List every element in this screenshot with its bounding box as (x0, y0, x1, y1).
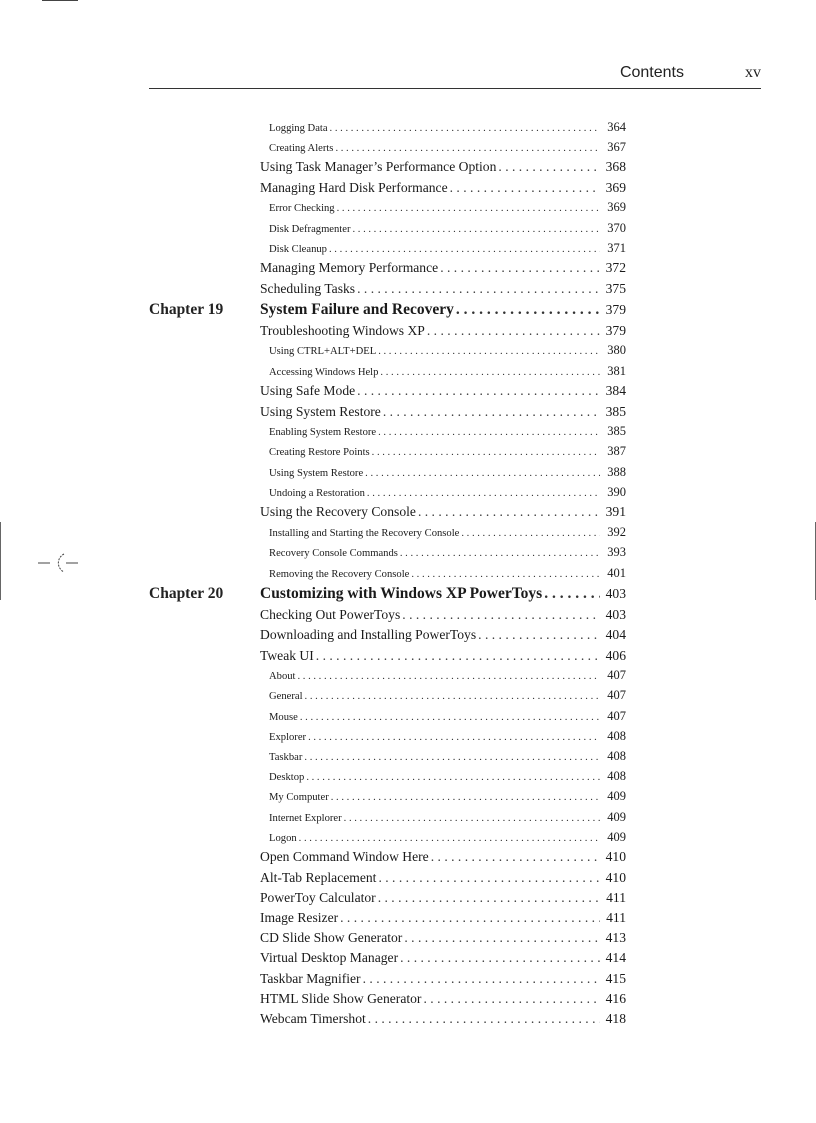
toc-entry-line (260, 1011, 626, 1027)
entry-page-number: 371 (607, 240, 626, 255)
entry-page-number: 411 (606, 910, 626, 926)
entry-title: Using CTRL+ALT+DEL (269, 346, 377, 358)
entry-title: Checking Out PowerToys (260, 607, 401, 623)
toc-entry (0, 482, 816, 502)
dot-leader (440, 260, 600, 276)
entry-title: System Failure and Recovery (260, 300, 454, 318)
entry-page-number: 392 (607, 525, 626, 540)
toc-entry-line (260, 404, 626, 420)
entry-title: Alt-Tab Replacement (260, 869, 377, 885)
toc-entry-line (260, 910, 626, 926)
toc-entry (0, 238, 816, 258)
entry-page-number: 364 (607, 119, 626, 134)
entry-title: Using Safe Mode (260, 383, 356, 399)
toc-entry (0, 279, 816, 299)
toc-entry (0, 726, 816, 746)
toc-entry (0, 563, 816, 583)
toc-entry-line (269, 729, 626, 744)
dot-leader (411, 569, 600, 580)
entry-title: Image Resizer (260, 910, 339, 926)
dot-leader (340, 910, 600, 926)
dot-leader (304, 752, 600, 763)
toc-entry (0, 787, 816, 807)
entry-page-number: 403 (605, 607, 626, 623)
toc-entry-line (260, 159, 626, 175)
dot-leader (329, 244, 600, 255)
dot-leader (400, 548, 600, 559)
toc-entry (0, 625, 816, 645)
toc-entry (0, 543, 816, 563)
entry-title: Using System Restore (260, 403, 381, 419)
entry-title: Creating Alerts (269, 142, 334, 154)
dot-leader (378, 346, 600, 357)
toc-entry-line (269, 668, 626, 683)
entry-page-number: 410 (605, 849, 626, 865)
toc-entry (0, 767, 816, 787)
toc-entry-line (269, 424, 626, 439)
entry-title: Undoing a Restoration (269, 487, 365, 499)
toc-entry (0, 178, 816, 198)
entry-page-number: 409 (607, 809, 626, 824)
chapter-row (0, 299, 816, 321)
dot-leader (297, 671, 600, 682)
entry-page-number: 387 (607, 444, 626, 459)
dot-leader (305, 691, 600, 702)
dot-leader (378, 870, 600, 886)
toc-entry (0, 422, 816, 442)
toc-entry (0, 888, 816, 908)
dot-leader (306, 772, 600, 783)
dot-leader (299, 833, 600, 844)
toc-entry-line (269, 566, 626, 581)
entry-page-number: 418 (605, 1010, 626, 1026)
entry-page-number: 414 (605, 950, 626, 966)
toc-entry (0, 198, 816, 218)
header-page-number: xv (745, 64, 761, 81)
toc-entry-line (269, 485, 626, 500)
entry-title: Customizing with Windows XP PowerToys (260, 585, 543, 603)
entry-title: Disk Defragmenter (269, 223, 351, 235)
dot-leader (400, 950, 600, 966)
toc-entry (0, 928, 816, 948)
toc-entry-line (269, 688, 626, 703)
dot-leader (478, 627, 600, 643)
dot-leader (378, 427, 600, 438)
entry-page-number: 367 (607, 139, 626, 154)
header-rule (149, 88, 761, 89)
entry-title: Open Command Window Here (260, 849, 429, 865)
header-title: Contents (619, 64, 684, 81)
dot-leader (352, 224, 600, 235)
entry-page-number: 369 (607, 200, 626, 215)
toc-entry-line (269, 749, 626, 764)
toc-entry (0, 381, 816, 401)
toc-entry (0, 117, 816, 137)
toc-entry-line (269, 545, 626, 560)
entry-page-number: 408 (607, 769, 626, 784)
entry-title: Downloading and Installing PowerToys (260, 627, 477, 643)
entry-page-number: 393 (607, 545, 626, 560)
dot-leader (427, 323, 600, 339)
entry-page-number: 408 (607, 728, 626, 743)
entry-title: Scheduling Tasks (260, 280, 356, 296)
dot-leader (335, 143, 600, 154)
dot-leader (402, 607, 600, 623)
entry-title: HTML Slide Show Generator (260, 990, 422, 1006)
toc-entry-line (269, 241, 626, 256)
entry-title: Managing Hard Disk Performance (260, 179, 448, 195)
dot-leader (367, 488, 600, 499)
entry-title: Error Checking (269, 203, 335, 215)
entry-title: Mouse (269, 711, 298, 723)
toc-entry-line (269, 830, 626, 845)
toc-entry-line (260, 890, 626, 906)
toc-entry (0, 847, 816, 867)
entry-page-number: 415 (605, 970, 626, 986)
entry-title: Using the Recovery Console (260, 504, 416, 520)
dot-leader (383, 404, 600, 420)
entry-page-number: 401 (607, 565, 626, 580)
entry-title: Taskbar Magnifier (260, 970, 361, 986)
toc-entry-line (269, 364, 626, 379)
toc-entry-line (260, 971, 626, 987)
dot-leader (461, 528, 600, 539)
toc-entry (0, 442, 816, 462)
dot-leader (331, 792, 600, 803)
toc-entry-line (269, 789, 626, 804)
chapter-number: Chapter 20 (149, 585, 224, 603)
toc-entry-line (269, 769, 626, 784)
entry-title: General (269, 691, 303, 703)
toc-entry-line (269, 444, 626, 459)
dot-leader (404, 930, 600, 946)
entry-page-number: 385 (605, 403, 626, 419)
toc-entry (0, 321, 816, 341)
entry-page-number: 408 (607, 749, 626, 764)
toc-entry-line (269, 343, 626, 358)
toc-entry (0, 1009, 816, 1029)
entry-title: Logging Data (269, 122, 328, 134)
entry-title: Removing the Recovery Console (269, 568, 410, 580)
toc-entry (0, 157, 816, 177)
entry-page-number: 391 (605, 504, 626, 520)
entry-page-number: 409 (607, 829, 626, 844)
toc-entry-line (269, 810, 626, 825)
entry-page-number: 406 (605, 647, 626, 663)
entry-title: Managing Memory Performance (260, 260, 439, 276)
toc-entry-line (260, 950, 626, 966)
chapter-row (0, 583, 816, 605)
entry-page-number: 404 (605, 627, 626, 643)
toc-entry-line (260, 648, 626, 664)
dot-leader (330, 123, 600, 134)
dot-leader (337, 203, 600, 214)
toc-entry (0, 137, 816, 157)
toc-entry-line (260, 260, 626, 276)
entry-page-number: 372 (605, 260, 626, 276)
dot-leader (544, 585, 600, 603)
dot-leader (423, 991, 600, 1007)
entry-page-number: 370 (607, 220, 626, 235)
entry-title: CD Slide Show Generator (260, 930, 403, 946)
entry-title: Desktop (269, 772, 305, 784)
toc-entry-line (260, 180, 626, 196)
entry-title: Recovery Console Commands (269, 548, 398, 560)
entry-title: Disk Cleanup (269, 243, 327, 255)
entry-title: Taskbar (269, 752, 303, 764)
entry-page-number: 379 (605, 322, 626, 338)
toc-entry-line (260, 849, 626, 865)
entry-page-number: 381 (607, 363, 626, 378)
entry-page-number: 403 (605, 586, 626, 602)
dot-leader (300, 712, 600, 723)
dot-leader (456, 301, 600, 319)
dot-leader (308, 732, 600, 743)
entry-title: Explorer (269, 731, 307, 743)
entry-title: My Computer (269, 792, 329, 804)
toc-entry-line (260, 323, 626, 339)
entry-page-number: 407 (607, 668, 626, 683)
dot-leader (498, 159, 600, 175)
entry-page-number: 388 (607, 464, 626, 479)
toc-entry (0, 666, 816, 686)
toc-entry-line (260, 383, 626, 399)
entry-title: Internet Explorer (269, 812, 342, 824)
entry-page-number: 379 (605, 301, 626, 317)
toc-entry (0, 646, 816, 666)
toc-entry (0, 746, 816, 766)
entry-page-number: 409 (607, 789, 626, 804)
dot-leader (372, 447, 600, 458)
toc-entry-line (269, 709, 626, 724)
toc-entry (0, 401, 816, 421)
entry-page-number: 390 (607, 484, 626, 499)
entry-page-number: 416 (605, 990, 626, 1006)
entry-title: PowerToy Calculator (260, 889, 376, 905)
toc-entry-line (260, 301, 626, 319)
entry-page-number: 411 (606, 889, 626, 905)
toc-entry (0, 605, 816, 625)
entry-page-number: 413 (605, 930, 626, 946)
entry-page-number: 369 (605, 179, 626, 195)
toc-entry (0, 361, 816, 381)
toc-entry-line (269, 200, 626, 215)
entry-title: Creating Restore Points (269, 447, 370, 459)
dot-leader (365, 468, 600, 479)
toc-entry-line (269, 525, 626, 540)
toc-entry-line (260, 870, 626, 886)
toc-entry (0, 868, 816, 888)
toc-entry (0, 686, 816, 706)
toc-entry-line (269, 140, 626, 155)
entry-title: Tweak UI (260, 647, 314, 663)
entry-title: Troubleshooting Windows XP (260, 322, 425, 338)
toc-entry (0, 462, 816, 482)
toc-entry-line (260, 607, 626, 623)
entry-title: Installing and Starting the Recovery Console (269, 528, 460, 540)
toc-entry (0, 502, 816, 522)
dot-leader (380, 367, 600, 378)
entry-title: Logon (269, 832, 297, 844)
chapter-number: Chapter 19 (149, 300, 224, 318)
dot-leader (363, 971, 600, 987)
entry-page-number: 410 (605, 869, 626, 885)
dot-leader (418, 504, 600, 520)
entry-title: Webcam Timershot (260, 1010, 366, 1026)
crop-mark-top (42, 0, 78, 1)
entry-title: Using Task Manager’s Performance Option (260, 159, 497, 175)
entry-title: About (269, 671, 296, 683)
toc-entry (0, 827, 816, 847)
table-of-contents (0, 117, 816, 1029)
entry-page-number: 368 (605, 159, 626, 175)
dot-leader (378, 890, 600, 906)
entry-title: Accessing Windows Help (269, 366, 379, 378)
toc-entry (0, 258, 816, 278)
entry-page-number: 380 (607, 343, 626, 358)
entry-title: Enabling System Restore (269, 427, 377, 439)
dot-leader (357, 281, 600, 297)
toc-entry (0, 218, 816, 238)
toc-entry-line (269, 465, 626, 480)
toc-entry (0, 908, 816, 928)
toc-entry-line (260, 281, 626, 297)
toc-entry-line (260, 627, 626, 643)
toc-entry (0, 341, 816, 361)
entry-page-number: 407 (607, 688, 626, 703)
entry-title: Virtual Desktop Manager (260, 950, 399, 966)
dot-leader (368, 1011, 600, 1027)
toc-entry (0, 969, 816, 989)
entry-page-number: 385 (607, 424, 626, 439)
dot-leader (450, 180, 600, 196)
entry-page-number: 384 (605, 383, 626, 399)
running-header (149, 64, 761, 88)
entry-page-number: 375 (605, 280, 626, 296)
toc-entry-line (260, 930, 626, 946)
toc-entry-line (269, 221, 626, 236)
toc-entry-line (269, 120, 626, 135)
toc-entry (0, 807, 816, 827)
toc-entry-line (260, 991, 626, 1007)
toc-entry (0, 989, 816, 1009)
dot-leader (344, 813, 600, 824)
toc-entry (0, 706, 816, 726)
entry-title: Using System Restore (269, 467, 364, 479)
entry-page-number: 407 (607, 708, 626, 723)
toc-entry-line (260, 585, 626, 603)
dot-leader (431, 849, 600, 865)
toc-entry (0, 523, 816, 543)
toc-entry (0, 948, 816, 968)
toc-entry-line (260, 504, 626, 520)
dot-leader (316, 648, 600, 664)
dot-leader (357, 383, 600, 399)
